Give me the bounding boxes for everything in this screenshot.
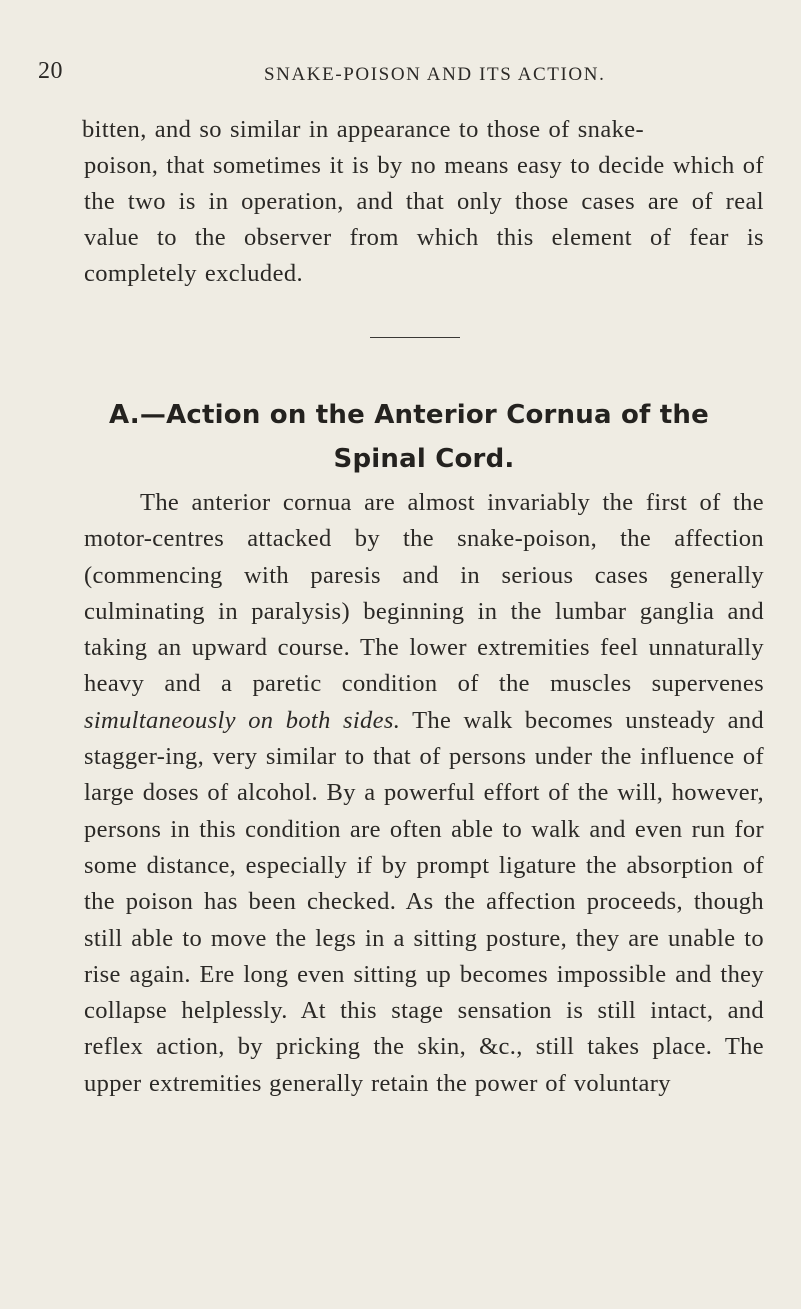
section-paragraph-emphasis: simultaneously on both sides.	[84, 706, 401, 734]
section-paragraph	[84, 485, 764, 1102]
section-divider	[370, 337, 460, 338]
section-heading-line-2: Spinal Cord.	[333, 444, 515, 474]
running-head	[38, 58, 764, 92]
section-heading-line-1: A.—Action on the Anterior Cornua of the	[109, 400, 709, 430]
section-heading	[84, 393, 764, 481]
section-paragraph-text-2: The walk becomes unsteady and stagger-ing, very similar to that of persons under the influence of large doses of alcohol. By a powerful effort of the will, however, persons in this condition are often able to walk and even run for some distance, especially if by prompt ligature the absorption of the poison has been checked. As the affection proceeds, though still able to move the legs in a sitting posture, they are unable to rise again. Ere long even sitting up becomes impossible and they collapse helplessly. At this stage sensation is still intact, and reflex action, by pricking the skin, &c., still takes place. The upper extremities generally retain the power of voluntary	[84, 706, 764, 1097]
intro-paragraph-first-line: bitten, and so similar in appearance to those of snake-	[82, 116, 645, 143]
intro-paragraph	[84, 112, 764, 292]
running-title: SNAKE-POISON AND ITS ACTION.	[264, 64, 606, 85]
page-number: 20	[38, 58, 63, 84]
section-paragraph-text-1: The anterior cornua are almost invariably the first of the motor-centres attacked by the snake-poison, the affection (commencing with paresis and in serious cases generally culminating in paralysis) beginning in the lumbar ganglia and taking an upward course. The lower extremities feel unnaturally heavy and a paretic condition of the muscles supervenes	[84, 489, 764, 698]
intro-paragraph-text: poison, that sometimes it is by no means easy to decide which of the two is in operation, and that only those cases are of real value to the observer from which this element of fear is completely excluded.	[84, 152, 764, 287]
